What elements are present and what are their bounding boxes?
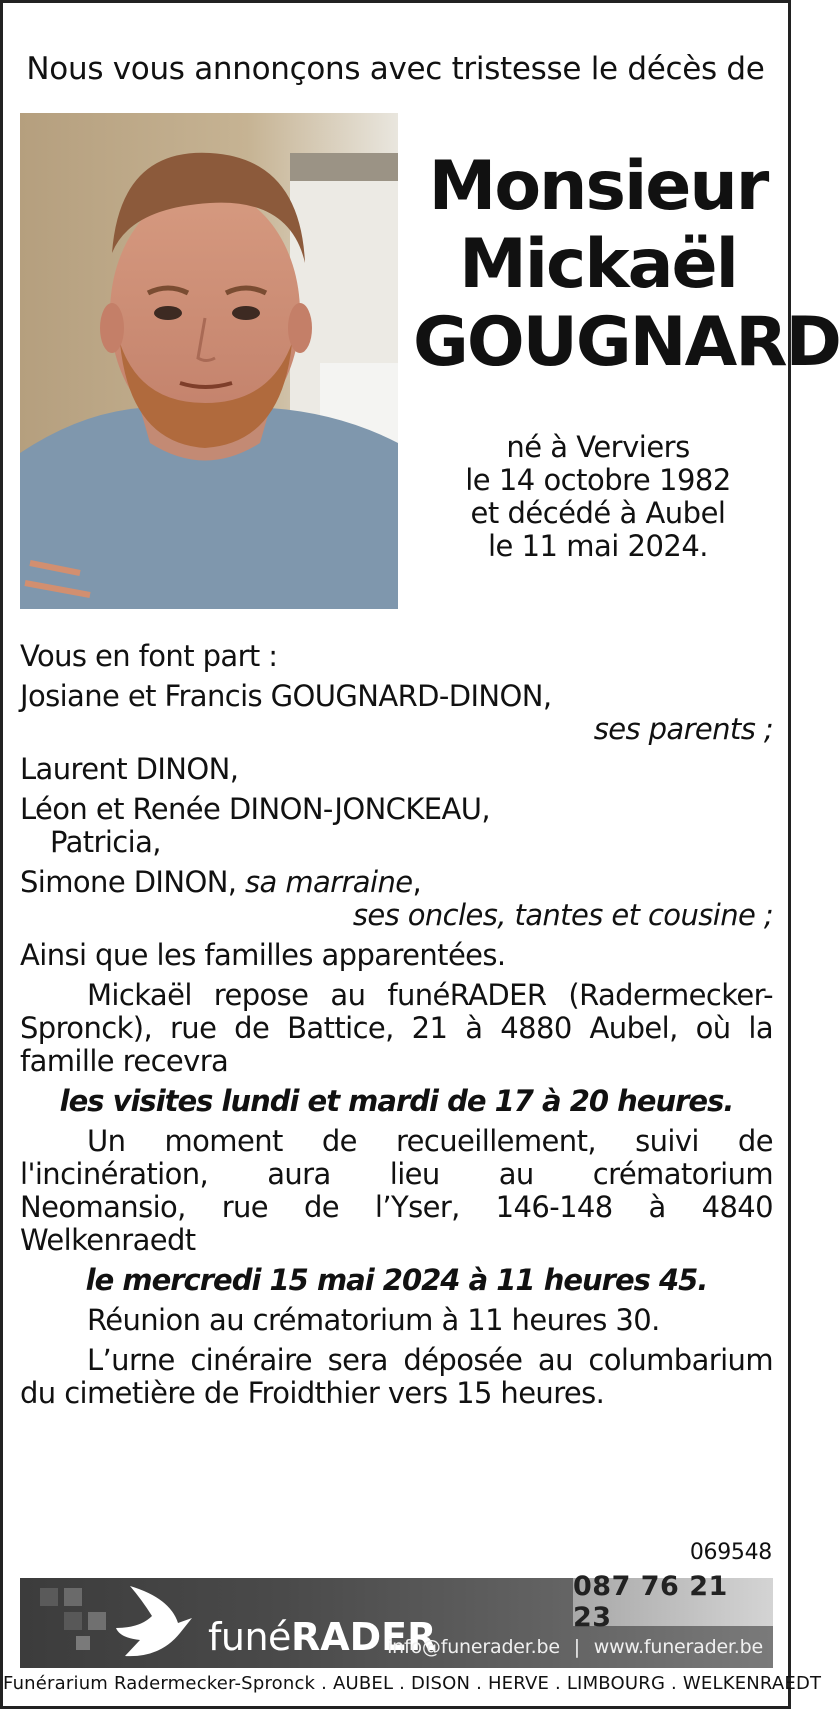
families-line: Ainsi que les familles apparentées. (20, 938, 506, 972)
urn-line-2: du cimetière de Froidthier vers 15 heures. (20, 1376, 605, 1410)
ceremony-line-1: Un moment de recueillement, suivi de (87, 1124, 773, 1158)
deceased-title: Monsieur (428, 147, 768, 226)
ceremony-paragraph (20, 1125, 773, 1257)
urn-paragraph (20, 1344, 773, 1410)
contact-separator: | (573, 1636, 580, 1658)
brand-light: funé (208, 1615, 291, 1659)
death-line-1: et décédé à Aubel (470, 496, 726, 530)
ceremony-line-4: Welkenraedt (20, 1223, 196, 1257)
funeral-home-locations: Funérarium Radermecker-Spronck . AUBEL . DISON . HERVE . LIMBOURG . WELKENRAEDT (3, 1673, 822, 1694)
dove-logo-icon (20, 1578, 200, 1668)
death-line-2: le 11 mai 2024. (487, 529, 709, 563)
urn-line-1: L’urne cinéraire sera déposée au columbarium (87, 1343, 773, 1377)
parents-role: ses parents ; (593, 712, 773, 746)
contact-line (387, 1636, 763, 1658)
parents-names: Josiane et Francis GOUGNARD-DINON, (20, 679, 552, 713)
relative-1: Laurent DINON, (20, 752, 239, 786)
ceremony-date: le mercredi 15 mai 2024 à 11 heures 45. (85, 1263, 708, 1297)
website-link[interactable]: www.funerader.be (593, 1636, 763, 1658)
portrait-illustration (20, 113, 398, 609)
reference-number: 069548 (689, 1540, 772, 1565)
rest-line-3: famille recevra (20, 1044, 229, 1078)
email-link[interactable]: info@funerader.be (387, 1636, 560, 1658)
godmother-name: Simone DINON, (20, 865, 237, 899)
godmother-role: sa marraine (245, 865, 413, 899)
birth-line-2: le 14 octobre 1982 (465, 463, 731, 497)
deceased-last-name: GOUGNARD (413, 303, 840, 382)
rest-line-1: Mickaël repose au funéRADER (Radermecker- (87, 978, 773, 1012)
phone-number[interactable]: 087 76 21 23 (573, 1578, 773, 1626)
godmother-punct: , (412, 865, 422, 899)
relative-3: Patricia, (50, 825, 161, 859)
deceased-name (413, 147, 840, 382)
visits-hours: les visites lundi et mardi de 17 à 20 heures. (59, 1084, 734, 1118)
announcement-text: Nous vous annonçons avec tristesse le décès de (26, 51, 765, 87)
funeral-home-banner (20, 1571, 773, 1668)
godmother-line (20, 866, 773, 899)
intro-line: Vous en font part : (20, 639, 278, 673)
ceremony-line-3: Neomansio, rue de l’Yser, 146-148 à 4840 (20, 1190, 773, 1224)
ceremony-line-2: l'incinération, aura lieu au crématorium (20, 1157, 773, 1191)
birth-line-1: né à Verviers (506, 430, 690, 464)
rest-line-2: Spronck), rue de Battice, 21 à 4880 Aubel, où la (20, 1011, 773, 1045)
deceased-first-name: Mickaël (459, 225, 737, 304)
relatives-role: ses oncles, tantes et cousine ; (352, 898, 773, 932)
portrait-photo (20, 113, 398, 609)
obituary-body (20, 640, 773, 1410)
relative-2: Léon et Renée DINON-JONCKEAU, (20, 792, 490, 826)
brand-bold: RADER (290, 1615, 437, 1659)
meeting-line: Réunion au crématorium à 11 heures 30. (87, 1303, 660, 1337)
birth-death-dates (413, 431, 783, 563)
rest-paragraph (20, 979, 773, 1078)
